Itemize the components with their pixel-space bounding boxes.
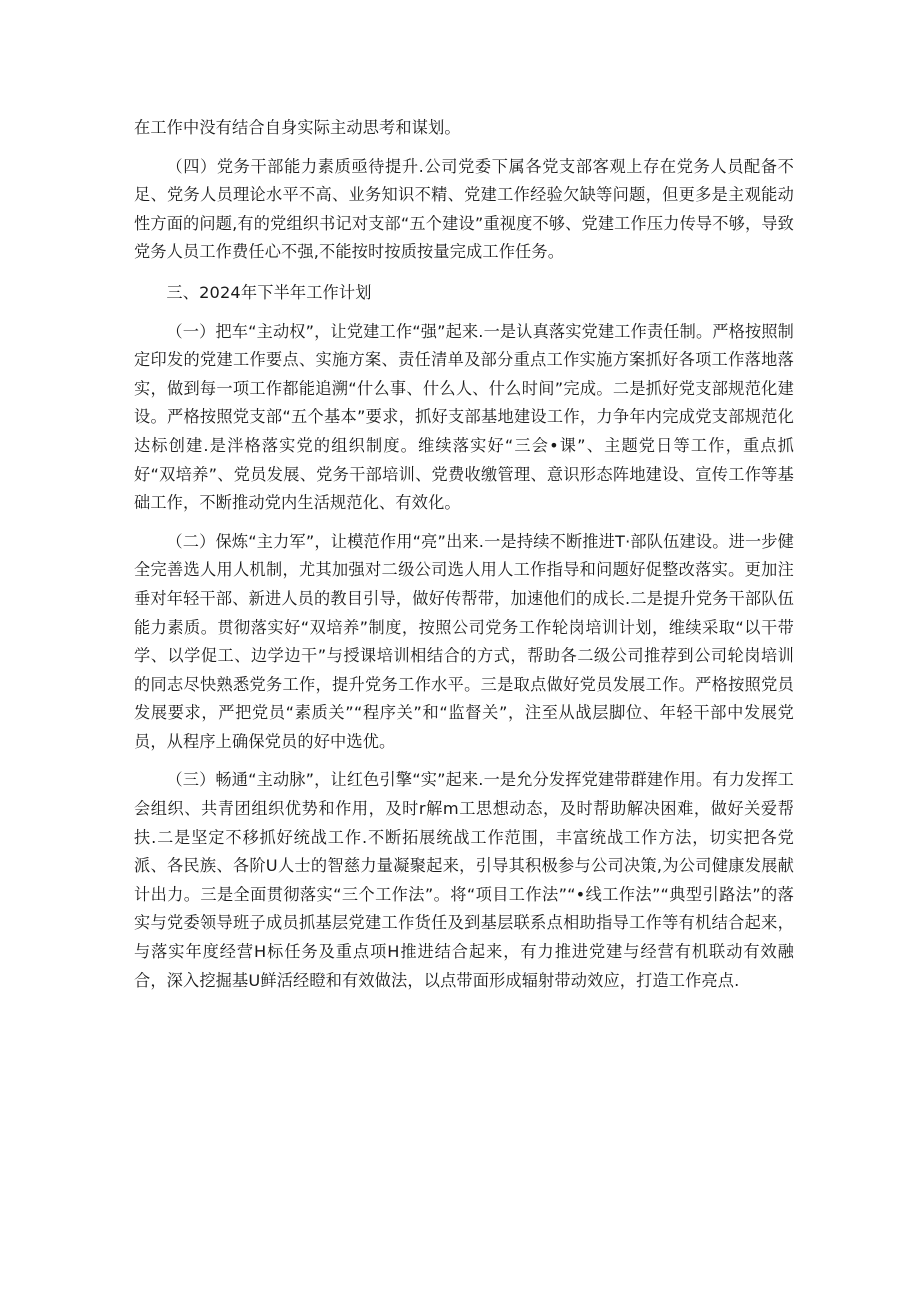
- paragraph-plan-two: （二）保炼“主力军”，让模范作用“亮”出来.一是持续不断推进T·部队伍建设。进一步健全完善选人用人机制，尤其加强对二级公司选人用人工作指导和问题好促整改落实。更加注垂对年轻干部、新进人员的教目引导，做好传帮带，加速他们的成长.二是提升党务干部队伍能力素质。贯彻落实好“双培养”制度，按照公司党务工作轮岗培训计划，维续采取“以干带学、以学促工、边学边干”与授课培训相结合的方式，帮助各二级公司推荐到公司轮岗培训的同志尽快熟悉党务工作，提升党务工作水平。三是取点做好党员发展工作。严格按照党员发展要求，严把党员“素质关”“程序关”和“监督关”，注至从战层脚位、年轻干部中发展党员，从程序上确保党员的好中选优。: [134, 531, 794, 751]
- paragraph-continuation: 在工作中没有结合自身实际主动思考和谋划。: [134, 118, 461, 137]
- document-body: [134, 114, 794, 995]
- paragraph-plan-one: （一）把车“主动权”，让党建工作“强”起来.一是认真落实党建工作责任制。严格按照制定印发的党建工作要点、实施方案、责任清单及部分重点工作实施方案抓好各项工作落地落实，做到每一项工作都能追溯“什么事、什么人、什么时间”完成。二是抓好党支部规范化建设。严格按照党支部“五个基本”要求，抓好支部基地建设工作，力争年内完成党支部规范化达标创建.是泮格落实党的组织制度。维续落实好“三会•课”、主题党日等工作，重点抓好“双培养”、党员发展、党务干部培训、党费收缴管理、意识形态阵地建设、宣传工作等基础工作，不断推动党内生活规范化、有效化。: [134, 321, 794, 513]
- section-heading-work-plan: 三、2024年下半年工作计划: [166, 282, 372, 302]
- paragraph-section-four: （四）党务干部能力素质亟待提升.公司党委下属各党支部客观上存在党务人员配备不足、党务人员理论水平不高、业务知识不精、党建工作经验欠缺等问题，但更多是主观能动性方面的问题,有的党组织书记对支部“五个建设”重视度不够、党建工作压力传导不够，导致党务人员工作费任心不强,不能按时按质按量完成工作任务。: [134, 156, 794, 262]
- paragraph-plan-three: （三）畅通“主动脉”，让红色引擎“实”起来.一是允分发挥党建带群建作用。有力发挥工会组织、共青团组织优势和作用，及时r解m工思想动态，及时帮助解决困难，做好关爱帮扶.二是坚定不移抓好统战工作.不断拓展统战工作范围，丰富统战工作方法，切实把各党派、各民族、各阶U人士的智慈力量凝聚起来，引导其积极参与公司决策,为公司健康发展献计出力。三是全面贯彻落实“三个工作法”。将“项目工作法”“•线工作法”“典型引路法”的落实与党委领导班子成员抓基层党建工作货任及到基层联系点相助指导工作等有机结合起来，与落实年度经营H标任务及重点项H推进结合起来，有力推进党建与经营有机联动有效融合，深入挖掘基U鲜活经瞪和有效做法，以点带面形成辐射带动效应，打造工作亮点.: [134, 770, 794, 990]
